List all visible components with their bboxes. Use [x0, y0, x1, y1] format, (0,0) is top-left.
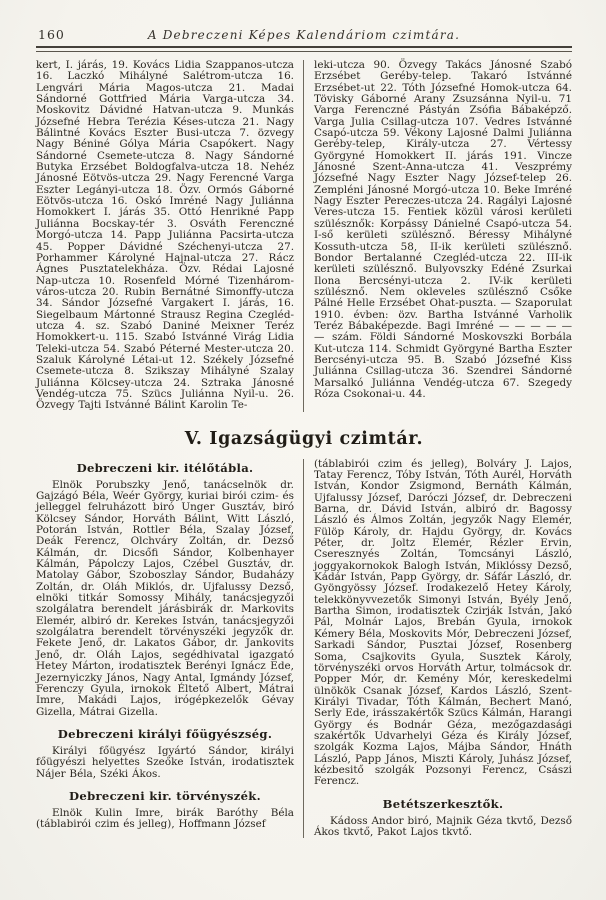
directory-text-right: leki-utcza 90. Özvegy Takács Jánosné Szabó Erzsébet Geréby-telep. Takaró Istvánné Erzsébet-ut 22. Tóth Józsefné Homok-utcza 64. Tövisky Gáborné Arany Zsuzsánna Nyil-u. 71 Varga Ferenczné Pástyán Zsófia Bábaképző. Varga Julia Csillag-utcza 107. Vedres Istvánné Csapó-utcza 59. Vékony Lajosné Dalmi Juliánna Geréby-telep, Király-utcza 27. Vértessy Györgyné Homokkert II. járás 191. Vincze Jánosné Szent-Anna-utcza 41. Veszprémy Józsefné Nagy Eszter Nagy József-telep 26. Zempléni Jánosné Morgó-utcza 10. Beke Imréné Nagy Eszter Pereczes-utcza 24. Ragályi Lajosné Veres-utcza 15. Fentiek közül városi kerületi szülésznők: Korpássy Dánielné Csapó-utcza 54. I-ső kerületi szülésznő. Béressy Mihályné Kossuth-utcza 58, II-ik kerületi szülésznő. Bondor Bertalanné Czegléd-utcza 22. III-ik kerületi szülésznő. Bulyovszky Edéné Zsurkai Ilona Bercsényi-utcza 2. IV-ik kerületi szülésznő. Nem okleveles szülésznő Csőke Pálné Helle Erzsébet Ohat-puszta. — Szaporulat 1910. évben: özv. Bartha Istvánné Varholik Teréz Bábaképezde. Bagi Imréné — — — — — — szám. Földi Sándorné Moskovszki Borbála Kut-utcza 114. Schmidt Györgyné Bartha Eszter Bercsényi-utcza 95. B. Szabó Józsefné Kiss Juliánna Csillag-utcza 36. Szendrei Sándorné Marsalkó Juliánna Vendég-utcza 67. Szegedy Róza Csokonai-u. 44.: [314, 59, 572, 400]
left-column: [36, 459, 303, 839]
right-column: [303, 60, 572, 412]
midwives-directory-section: [36, 60, 572, 412]
running-title: A Debreczeni Képes Kalendáriom czimtára.: [147, 28, 461, 42]
subheading-royal-appeal-court: Debreczeni kir. itélőtábla.: [76, 460, 254, 475]
directory-text-left: kert, I. járás, 19. Kovács Lidia Szappanos-utcza 16. Laczkó Mihályné Salétrom-utcza 16. Lengvári Mária Magos-utcza 21. Madai Sándorné Gottfried Mária Varga-utcza 34. Moskovitz Dávidné Hatvan-utcza 9. Munkás Józsefné Hebra Terézia Késes-utcza 21. Nagy Bálintné Kovács Eszter Busi-utcza 7. özvegy Nagy Béniné Gólya Mária Csapókert. Nagy Sándorné Csemete-utcza 8. Nagy Sándorné Butyka Erzsébet Boldogfalva-utcza 18. Nehéz Jánosné Eötvös-utcza 29. Nagy Ferencné Varga Eszter Legányi-utcza 18. Özv. Ormós Gáborné Eötvös-utcza 16. Oskó Imréné Nagy Juliánna Homokkert I. járás 35. Ottó Henrikné Papp Juliánna Bocskay-tér 3. Osváth Ferenczné Morgó-utcza 14. Papp Juliánna Pacsirta-utcza 45. Popper Dávidné Széchenyi-utcza 27. Porhammer Károlyné Hajnal-utcza 27. Rácz Ágnes Pusztatelekháza. Özv. Rédai Lajosné Nap-utcza 10. Rosenfeld Mórné Tizenhárom-város-utcza 20. Rubin Bernátné Simonffy-utcza 34. Sándor Józsefné Vargakert I. járás, 16. Siegelbaum Mártonné Strausz Regina Czegléd-utcza 4. sz. Szabó Daniné Meixner Teréz Homokkert-u. 115. Szabó Istvánné Virág Lidia Teleki-utcza 54. Szabó Péterné Mester-utcza 20. Szaluk Károlyné Létai-ut 12. Székely Józsefné Csemete-utcza 8. Szikszay Mihályné Szalay Juliánna Kölcsey-utcza 24. Sztraka Jánosné Vendég-utcza 75. Szücs Juliánna Nyil-u. 26. Özvegy Tajti Istvánné Bálint Karolin Te-: [36, 59, 294, 412]
page-header: [36, 24, 572, 42]
prosecutor-staff-paragraph: Királyi főügyész Igyártó Sándor, királyi főügyészi helyettes Szeőke István, irodatisztek Nájer Béla, Széki Ákos.: [36, 744, 294, 780]
left-column: [36, 60, 303, 412]
right-column: [303, 459, 572, 839]
header-rule-top: [36, 46, 572, 48]
tribunal-staff-paragraph-start: Elnök Kulin Imre, birák Baróthy Béla (táblabirói czim és jelleg), Hoffmann József: [36, 806, 294, 831]
section-title-justice-directory: V. Igazságügyi czimtár.: [184, 428, 424, 449]
subheading-chief-prosecutor-office: Debreczeni királyi főügyészség.: [57, 726, 273, 741]
subheading-royal-tribunal: Debreczeni kir. törvényszék.: [69, 788, 261, 803]
page-number: 160: [38, 27, 65, 42]
appeal-court-staff-paragraph: Elnök Porubszky Jenő, tanácselnök dr. Gajzágó Béla, Weér György, kuriai birói czim- és jelleggel felruházott biró Unger Gusztáv, biró Kölcsey Sándor, Horváth Bálint, Witt László, Potorán István, Rottler Béla, Szalay József, Deák Ferencz, Olchváry Zoltán, dr. Dezső Kálmán, dr. Dicsőfi Sándor, Kolbenhayer Kálmán, Pápolczy Lajos, Czébel Gusztáv, dr. Matolay Gábor, Szoboszlay Sándor, Budaházy Zoltán, dr. Oláh Miklós, dr. Ujfalussy Dezső, elnöki titkár Somossy Mihály, tanácsjegyzői szolgálatra berendelt járásbirák dr. Markovits Elemér, albiró dr. Kerekes István, tanácsjegyzői szolgálatra berendelt törvényszéki jegyzők dr. Fekete Jenő, dr. Lakatos Gábor, dr. Jankovits Jenő, dr. Oláh Lajos, segédhivatal igazgató Hetey Márton, irodatisztek Berényi Ignácz Ede, Jezernyiczky János, Nagy Antal, Igmándy József, Ferenczy Gyula, irnokok Éltető Albert, Mátrai Imre, Makádi Lajos, irógépkezelők Gévay Gizella, Mátrai Gizella.: [36, 478, 294, 718]
subheading-register-editors: Betétszerkesztők.: [382, 796, 504, 811]
justice-directory-section: [36, 459, 572, 839]
register-editors-paragraph: Kádoss Andor biró, Majnik Géza tkvtő, Dezső Ákos tkvtő, Pakot Lajos tkvtő.: [314, 814, 572, 838]
tribunal-staff-paragraph-continued: (táblabirói czim és jelleg), Bolváry J. Lajos, Tatay Ferencz, Tóby István, Tóth Aurél, Horváth István, Kondor Zsigmond, Bernáth Kálmán, Ujfalussy József, Daróczi József, dr. Debreczeni Barna, dr. Dávid István, albiró dr. Bagossy László és Álmos Zoltán, jegyzők Nagy Elemér, Fülöp Károly, dr. Hajdu György, dr. Kovács Péter, dr. Joltz Elemér, Rézler Ervin, Cseresznyés Zoltán, Tomcsányi László, joggyakornokok Balogh István, Miklóssy Dezső, Kádár István, Papp György, dr. Sáfár László, dr. Gyöngyössy József. Irodakezelő Hetey Károly, telekkönyvvezetők Simonyi István, Byély Jenő, Bartha Simon, irodatisztek Czirják István, Jakó Pál, Molnár Lajos, Brebán Gyula, irnokok Kémery Béla, Moskovits Mór, Debreczeni József, Sarkadi Sándor, Pusztai József, Rosenberg Soma, Csajkovits Gyula, Susztek Károly, törvényszéki orvos Horváth Artur, tolmácsok dr. Popper Mór, dr. Kemény Mór, kereskedelmi ülnökök Csanak József, Kardos László, Szent-Királyi Tivadar, Tóth Kálmán, Bechert Manó, Serly Ede, irásszakértők Szücs Kálmán, Harangi György és Bodnár Géza, mezőgazdasági szakértők Udvarhelyi Géza és Király József, szolgák Kozma Lajos, Májba Sándor, Hnáth László, Papp János, Miszti Károly, Juhász József, kézbesitő szolgák Pozsonyi Ferencz, Császi Ferencz.: [314, 457, 572, 788]
header-rule-bottom: [36, 51, 572, 52]
